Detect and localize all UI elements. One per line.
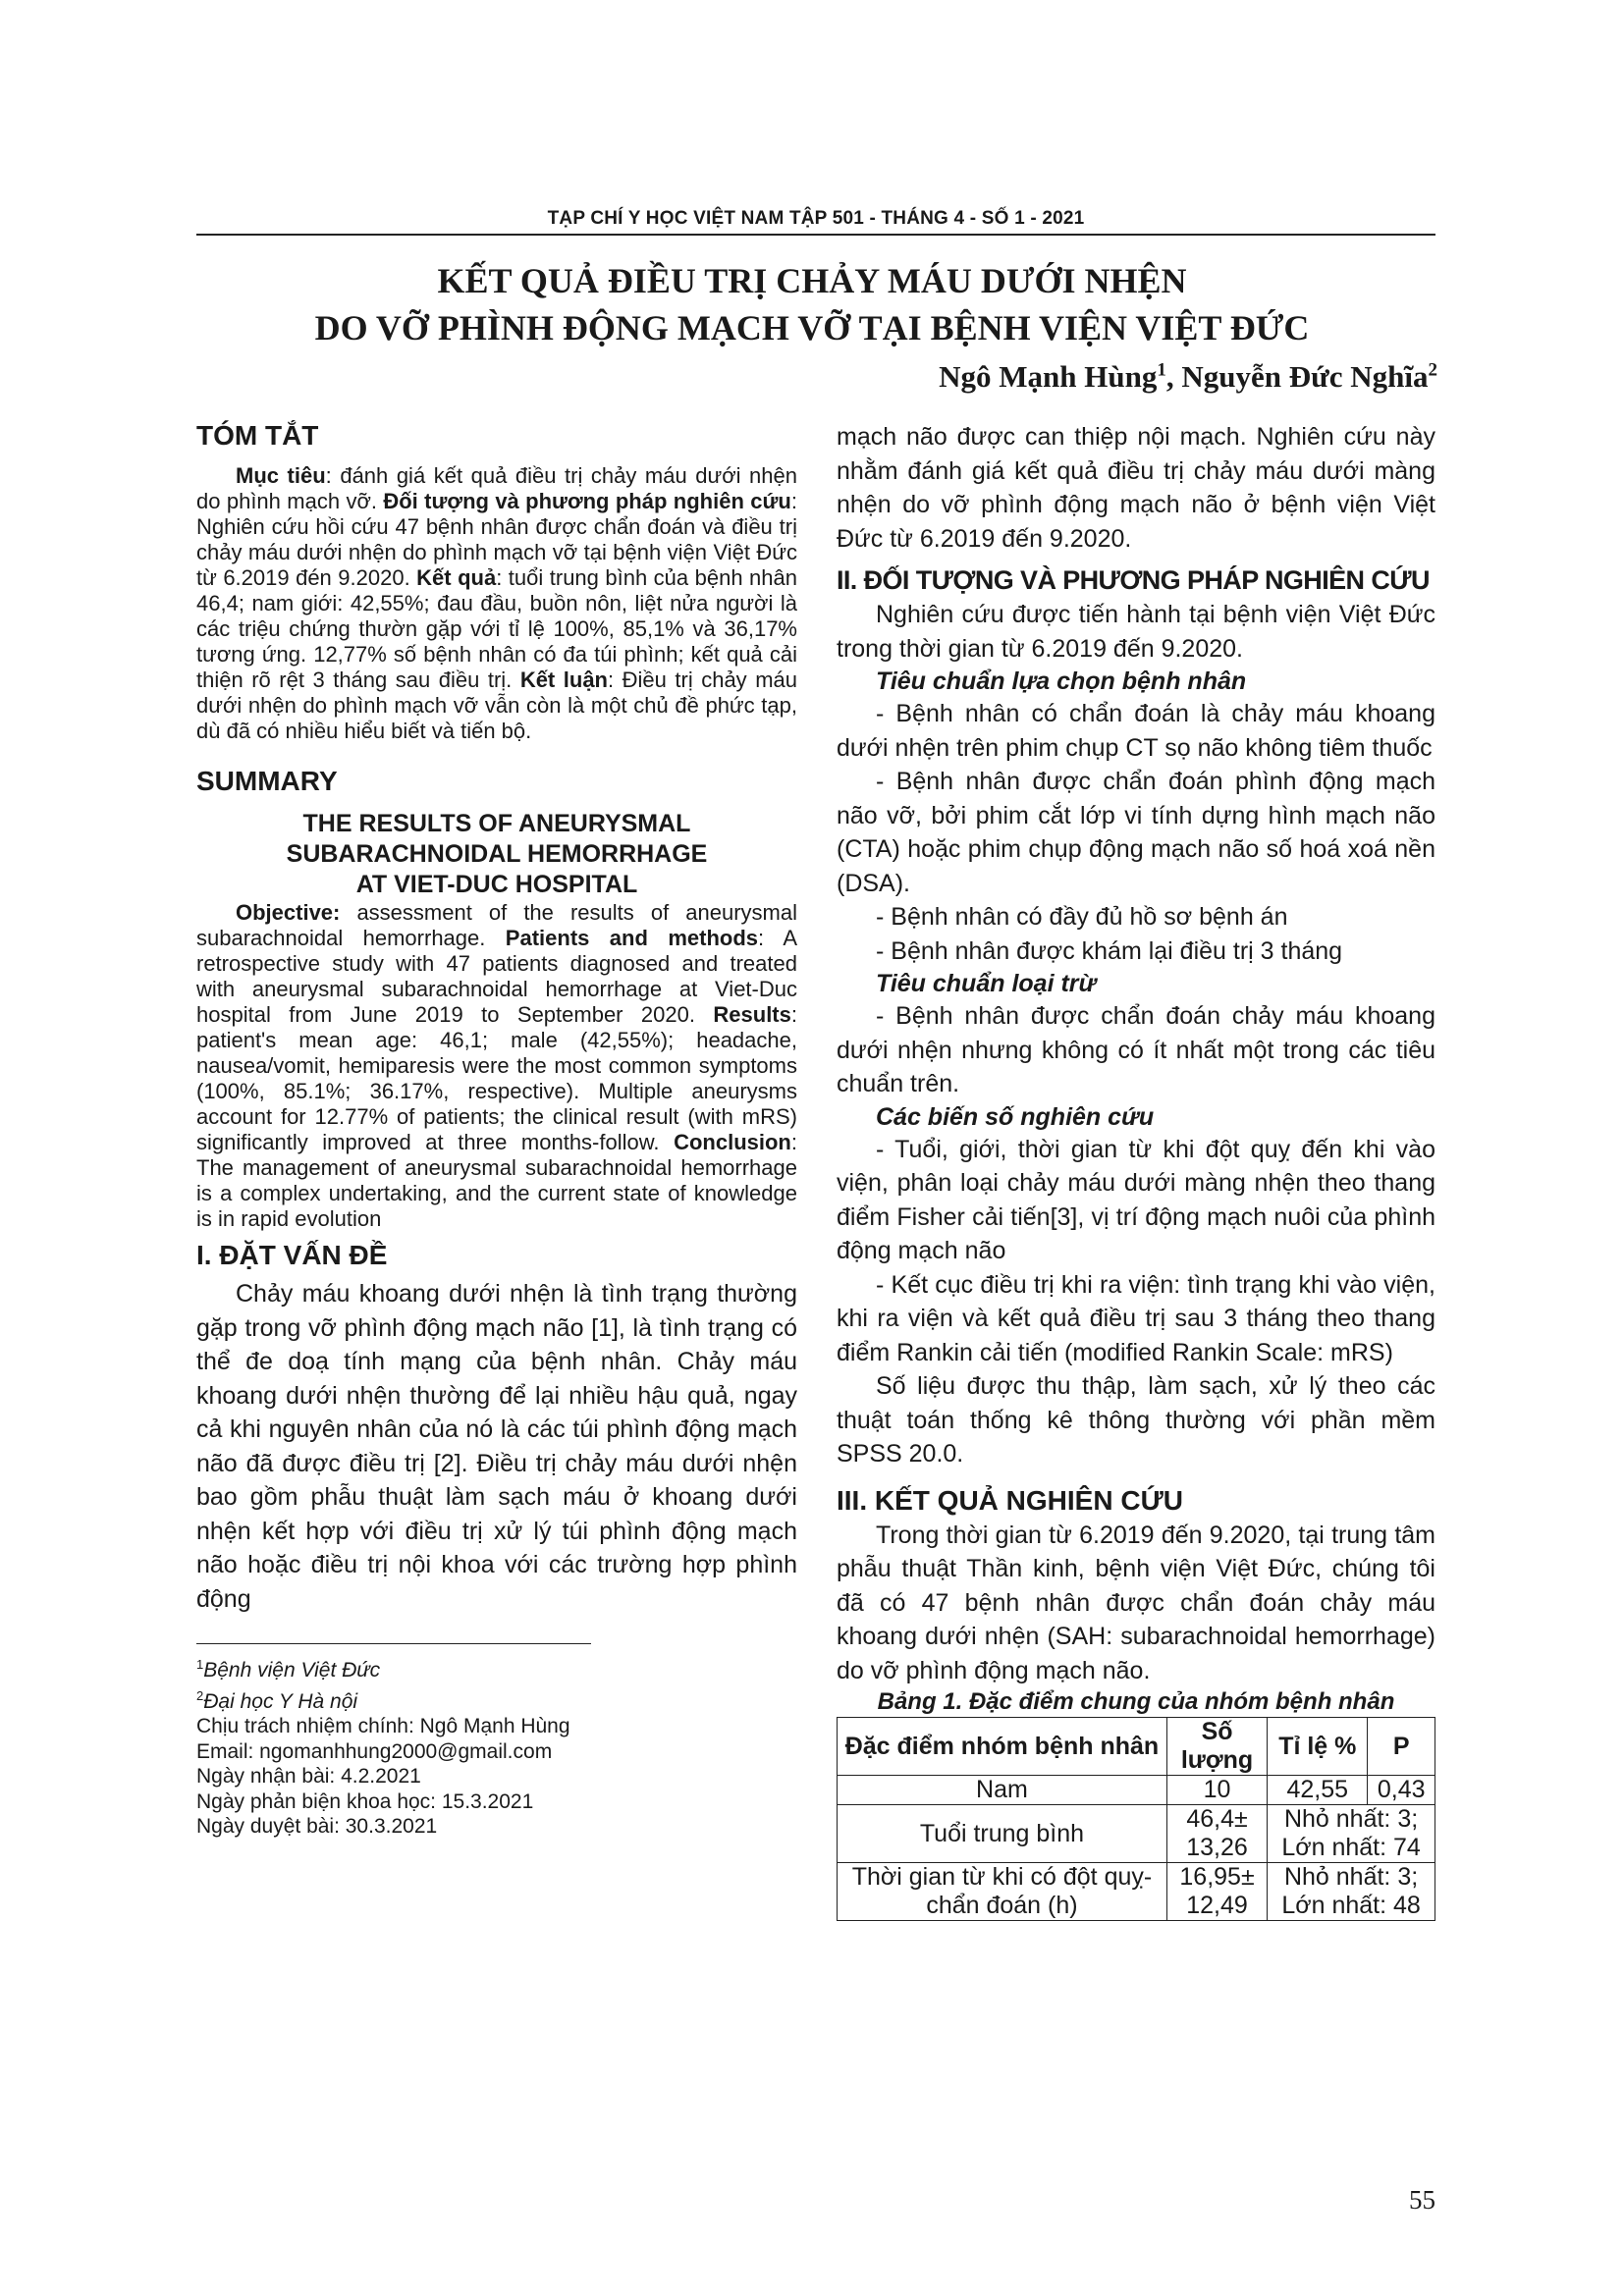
table-cell: 42,55 (1268, 1776, 1368, 1805)
inclusion-item-1: - Bệnh nhân có chẩn đoán là chảy máu khoang dưới nhện trên phim chụp CT sọ não không tiêm thuốc (837, 700, 1435, 762)
variables-heading: Các biến số nghiên cứu (876, 1102, 1155, 1131)
table-header-cell: P (1368, 1718, 1435, 1776)
section-3-paragraph: Trong thời gian từ 6.2019 đến 9.2020, tại trung tâm phẫu thuật Thần kinh, bệnh viện Việt Đức, chúng tôi đã có 47 bệnh nhân được chẩn đoán chảy máu khoang dưới nhện (SAH: subarachnoidal hemorrhage) do vỡ phình động mạch não. (837, 1521, 1435, 1684)
table-row (838, 1805, 1435, 1863)
summary-label-objective: Objective: (236, 900, 341, 925)
date-accepted: Ngày duyệt bài: 30.3.2021 (196, 1815, 438, 1838)
date-received: Ngày nhận bài: 4.2.2021 (196, 1765, 421, 1788)
table-header-cell: Số lượng (1166, 1718, 1267, 1776)
table-header-row (838, 1718, 1435, 1776)
author-2-affiliation-mark: 2 (1428, 359, 1437, 381)
author-1-affiliation-mark: 1 (1157, 359, 1166, 381)
article-title (147, 257, 1477, 351)
statistics-paragraph: Số liệu được thu thập, làm sạch, xử lý theo các thuật toán thống kê thông thường với phần mềm SPSS 20.0. (837, 1372, 1435, 1468)
variables-item-1: - Tuổi, giới, thời gian từ khi đột quỵ đến khi vào viện, phân loại chảy máu dưới màng nhện theo thang điểm Fisher cải tiến[3], vị trí động mạch nuôi của phình động mạch não (837, 1135, 1435, 1264)
footnote-affiliation-1 (196, 1652, 797, 1683)
footnote-mark-2: 2 (196, 1687, 204, 1703)
summary-title (196, 809, 797, 900)
abstract-methods-text: : Nghiên cứu hồi cứu 47 bệnh nhân được chẩn đoán và điều trị chảy máu dưới nhện do phình mạch vỡ tại bệnh viện Việt Đức từ 6.2019 đén 9.2020. (196, 489, 797, 590)
table-cell: 10 (1166, 1776, 1267, 1805)
left-column (196, 420, 797, 1840)
section-1-paragraph-continued: mạch não được can thiệp nội mạch. Nghiên cứu này nhằm đánh giá kết quả điều trị chảy máu dưới màng nhện do vỡ phình động mạch não ở bệnh viện Việt Đức từ 6.2019 đến 9.2020. (837, 423, 1435, 553)
table-cell: 16,95± 12,49 (1166, 1863, 1267, 1921)
table-1 (837, 1717, 1435, 1921)
footnotes (196, 1652, 797, 1840)
summary-objective-text: assessment of the results of aneurysmal subarachnoidal hemorrhage. (196, 900, 797, 950)
table-cell: 46,4± 13,26 (1166, 1805, 1267, 1863)
abstract-label-results: Kết quả (416, 565, 497, 590)
journal-header: TẠP CHÍ Y HỌC VIỆT NAM TẬP 501 - THÁNG 4 - SỐ 1 - 2021 (547, 208, 1085, 229)
section-2-intro: Nghiên cứu được tiến hành tại bệnh viện Việt Đức trong thời gian từ 6.2019 đến 9.2020. (837, 601, 1435, 663)
section-3-heading: III. KẾT QUẢ NGHIÊN CỨU (837, 1484, 1184, 1516)
footnote-affiliation-2 (196, 1683, 797, 1715)
summary-methods-text: : A retrospective study with 47 patients diagnosed and treated with aneurysmal subarachnoidal hemorrhage at Viet-Duc hospital from June 2019 to September 2020. (196, 926, 798, 1027)
footnote-mark-1: 1 (196, 1657, 204, 1672)
summary-label-results: Results (713, 1002, 791, 1027)
page-number: 55 (1409, 2185, 1435, 2215)
section-1-paragraph: Chảy máu khoang dưới nhện là tình trạng thường gặp trong vỡ phình động mạch não [1], là tình trạng có thể đe doạ tính mạng của bệnh nhân. Chảy máu khoang dưới nhện thường để lại nhiều hậu quả, ngay cả khi nguyên nhân của nó là các túi phình động mạch não đã được điều trị [2]. Điều trị chảy máu dưới nhện bao gồm phẫu thuật làm sạch máu ở khoang dưới nhện kết hợp với điều trị xử lý túi phình động mạch não hoặc điều trị nội khoa với các trường hợp phình động (196, 1280, 797, 1613)
variables-item-2: - Kết cục điều trị khi ra viện: tình trạng khi vào viện, khi ra viện và kết quả điều trị sau 3 tháng theo thang điểm Rankin cải tiến (modified Rankin Scale: mRS) (837, 1270, 1435, 1366)
table-cell: Tuổi trung bình (838, 1805, 1167, 1863)
summary-text (196, 900, 797, 1232)
inclusion-item-2: - Bệnh nhân được chẩn đoán phình động mạch não vỡ, bởi phim cắt lớp vi tính dựng hình mạch não (CTA) hoặc phim chụp động mạch não số hoá xoá nền (DSA). (837, 768, 1435, 897)
footnote-rule (196, 1643, 591, 1644)
authors (939, 359, 1437, 395)
corresponding-author: Chịu trách nhiệm chính: Ngô Mạnh Hùng (196, 1715, 570, 1737)
table-cell: Nhỏ nhất: 3; Lớn nhất: 48 (1268, 1863, 1435, 1921)
table-row (838, 1863, 1435, 1921)
affiliation-1: Bệnh viện Việt Đức (203, 1659, 381, 1682)
section-2-heading: II. ĐỐI TƯỢNG VÀ PHƯƠNG PHÁP NGHIÊN CỨU (837, 565, 1430, 595)
abstract-results-text: : tuổi trung bình của bệnh nhân 46,4; nam giới: 42,55%; đau đầu, buồn nôn, liệt nửa người là các triệu chứng thườn gặp với tỉ lệ 100%, 85,1% và 36,17% tương ứng. 12,77% số bệnh nhân có đa túi phình; kết quả cải thiện rõ rệt 3 tháng sau điều trị. (196, 565, 797, 692)
inclusion-item-3: - Bệnh nhân có đầy đủ hồ sơ bệnh án (876, 903, 1288, 931)
table-cell: 0,43 (1368, 1776, 1435, 1805)
summary-title-line-3: AT VIET-DUC HOSPITAL (355, 871, 638, 898)
table-cell: Nam (838, 1776, 1167, 1805)
author-1: Ngô Mạnh Hùng (939, 359, 1158, 394)
table-cell: Nhỏ nhất: 3; Lớn nhất: 74 (1268, 1805, 1435, 1863)
abstract-conclusion-text: : Điều trị chảy máu dưới nhện do phình mạch vỡ vẫn còn là một chủ đề phức tạp, dù đã có nhiều hiểu biết và tiến bộ. (196, 667, 797, 743)
author-separator: , (1165, 359, 1182, 394)
summary-conclusion-text: : The management of aneurysmal subarachnoidal hemorrhage is a complex undertaking, and the current state of knowledge is in rapid evolution (196, 1130, 797, 1231)
table-cell: Thời gian từ khi có đột quỵ-chẩn đoán (h) (838, 1863, 1167, 1921)
table-1-caption: Bảng 1. Đặc điểm chung của nhóm bệnh nhân (877, 1688, 1395, 1715)
abstract-objective-text: : đánh giá kết quả điều trị chảy máu dưới nhện do phình mạch vỡ. (196, 463, 797, 513)
title-line-1: KẾT QUẢ ĐIỀU TRỊ CHẢY MÁU DƯỚI NHỆN (437, 261, 1187, 300)
summary-heading: SUMMARY (196, 766, 338, 796)
abstract-vi-heading: TÓM TẮT (196, 420, 319, 451)
author-2: Nguyễn Đức Nghĩa (1181, 359, 1429, 394)
corresponding-email: Email: ngomanhhung2000@gmail.com (196, 1739, 553, 1763)
abstract-label-conclusion: Kết luận (519, 667, 608, 692)
exclusion-criteria-heading: Tiêu chuẩn loại trừ (876, 970, 1097, 997)
table-header-cell: Đặc điểm nhóm bệnh nhân (838, 1718, 1167, 1776)
inclusion-item-4: - Bệnh nhân được khám lại điều trị 3 tháng (876, 936, 1343, 965)
header-rule (196, 234, 1435, 236)
summary-title-line-2: SUBARACHNOIDAL HEMORRHAGE (286, 840, 708, 868)
exclusion-item-1: - Bệnh nhân được chẩn đoán chảy máu khoang dưới nhện nhưng không có ít nhất một trong các tiêu chuẩn trên. (837, 1002, 1435, 1097)
affiliation-2: Đại học Y Hà nội (203, 1689, 358, 1713)
abstract-label-objective: Mục tiêu (236, 463, 326, 488)
summary-label-methods: Patients and methods (505, 926, 759, 950)
date-reviewed: Ngày phản biện khoa học: 15.3.2021 (196, 1789, 534, 1813)
summary-results-text: : patient's mean age: 46,1; male (42,55%); headache, nausea/vomit, hemiparesis were the most common symptoms (100%, 85.1%; 36.17%, respective). Multiple aneurysms account for 12.77% of patients; the clinical result (with mRS) significantly improved at three months-follow. (196, 1002, 797, 1154)
right-column (837, 420, 1435, 1921)
abstract-label-methods: Đối tượng và phương pháp nghiên cứu (383, 489, 791, 513)
inclusion-criteria-heading: Tiêu chuẩn lựa chọn bệnh nhân (876, 667, 1247, 695)
table-header-cell: Tỉ lệ % (1268, 1718, 1368, 1776)
abstract-vi-text (196, 463, 797, 744)
table-row (838, 1776, 1435, 1805)
section-1-heading: I. ĐẶT VẤN ĐỀ (196, 1240, 388, 1270)
title-line-2: DO VỠ PHÌNH ĐỘNG MẠCH VỠ TẠI BỆNH VIỆN VIỆT ĐỨC (314, 308, 1310, 347)
summary-title-line-1: THE RESULTS OF ANEURYSMAL (302, 810, 691, 837)
summary-label-conclusion: Conclusion (674, 1130, 791, 1154)
